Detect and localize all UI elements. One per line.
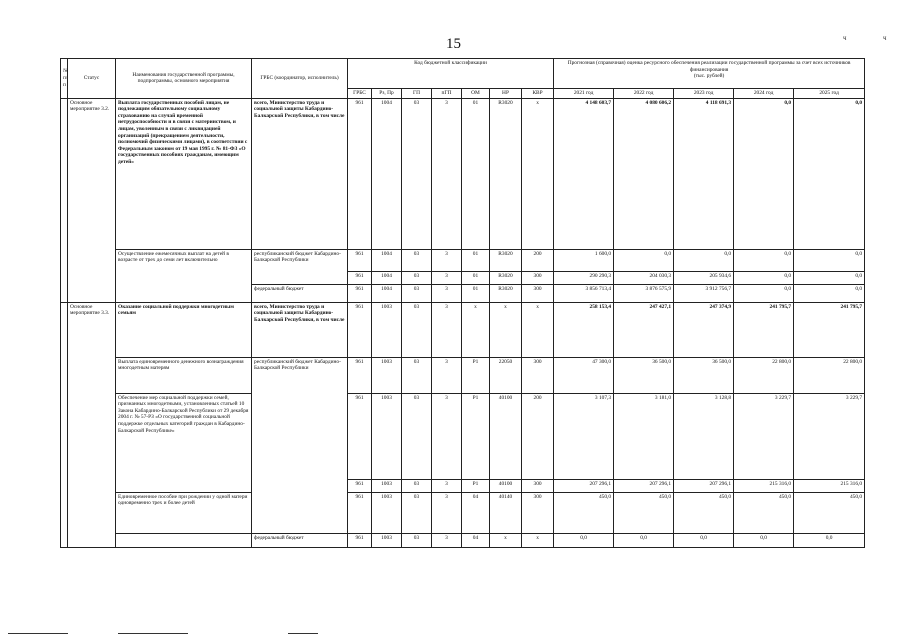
code-cell: 1003 xyxy=(372,393,402,479)
value-cell: 0,0 xyxy=(554,533,614,547)
header-year: 2021 год xyxy=(554,89,614,99)
table-row xyxy=(61,393,865,479)
value-cell: 215 316,0 xyxy=(794,479,865,492)
code-cell: 300 xyxy=(522,284,554,302)
code-cell: 1004 xyxy=(372,284,402,302)
code-cell: 01 xyxy=(462,98,490,249)
value-cell: 241 795,7 xyxy=(734,302,794,357)
code-cell: 03 xyxy=(402,533,432,547)
value-cell: 3 856 713,4 xyxy=(554,284,614,302)
value-cell: 36 500,0 xyxy=(674,357,734,393)
code-cell: 961 xyxy=(348,393,372,479)
code-cell: 3 xyxy=(432,284,462,302)
value-cell: 3 107,3 xyxy=(554,393,614,479)
code-cell: 01 xyxy=(462,284,490,302)
code-cell: 300 xyxy=(522,271,554,284)
value-cell: 450,0 xyxy=(674,492,734,533)
code-cell: 961 xyxy=(348,249,372,271)
row-name xyxy=(116,533,252,547)
code-cell: 1004 xyxy=(372,98,402,249)
code-cell: 961 xyxy=(348,533,372,547)
value-cell: 3 912 756,7 xyxy=(674,284,734,302)
row-grbs: всего, Министерство труда и социальной защиты Кабардино-Балкарской Республики, в том числе xyxy=(252,302,348,357)
header-code: пГП xyxy=(432,89,462,99)
value-cell: 215 316,0 xyxy=(734,479,794,492)
value-cell: 4 118 691,3 xyxy=(674,98,734,249)
code-cell: х xyxy=(462,302,490,357)
table-row xyxy=(61,533,865,547)
value-cell: 36 500,0 xyxy=(614,357,674,393)
code-cell: 03 xyxy=(402,357,432,393)
row-name: Единовременное пособие при рождении у одной матери одновременно трех и более детей xyxy=(116,492,252,533)
header-grbs: ГРБС (координатор, исполнитель) xyxy=(252,59,348,99)
code-cell: Р1 xyxy=(462,479,490,492)
code-cell: 40100 xyxy=(490,393,522,479)
value-cell: 258 153,4 xyxy=(554,302,614,357)
header-code: НР xyxy=(490,89,522,99)
header-code-group: Код бюджетной классификации xyxy=(348,59,554,89)
value-cell: 22 800,0 xyxy=(734,357,794,393)
value-cell: 47 300,0 xyxy=(554,357,614,393)
code-cell: 3 xyxy=(432,302,462,357)
table-row xyxy=(61,357,865,393)
header-year: 2024 год xyxy=(734,89,794,99)
row-grbs: республиканский бюджет Кабардино-Балкарской Республики xyxy=(252,249,348,284)
code-cell: 01 xyxy=(462,249,490,271)
row-grbs: федеральный бюджет xyxy=(252,284,348,302)
corner-mark: ч xyxy=(883,34,887,42)
code-cell: 3 xyxy=(432,357,462,393)
value-cell: 0,0 xyxy=(734,284,794,302)
header-year: 2023 год xyxy=(674,89,734,99)
code-cell: 961 xyxy=(348,492,372,533)
header-code: ОМ xyxy=(462,89,490,99)
code-cell: 03 xyxy=(402,302,432,357)
value-cell: 1 600,0 xyxy=(554,249,614,271)
row-name: Обеспечение мер социальной поддержки семей, признанных многодетными, установленных статьей 10 Закона Кабардино-Балкарской Республики от 29 декабря 2004 г. № 57-РЗ «О государственной социальной поддержке отдельных категорий граждан в Кабардино-Балкарской Республике» xyxy=(116,393,252,492)
code-cell: 03 xyxy=(402,271,432,284)
row-name: Выплата единовременного денежного вознаграждения многодетным матерям xyxy=(116,357,252,393)
value-cell: 0,0 xyxy=(794,271,865,284)
code-cell: 40140 xyxy=(490,492,522,533)
value-cell: 3 229,7 xyxy=(734,393,794,479)
value-cell: 0,0 xyxy=(734,98,794,249)
code-cell: 40100 xyxy=(490,479,522,492)
value-cell: 207 296,1 xyxy=(614,479,674,492)
code-cell: 1004 xyxy=(372,249,402,271)
scan-artifact-line xyxy=(118,633,188,634)
code-cell: 3 xyxy=(432,492,462,533)
row-grbs: федеральный бюджет xyxy=(252,533,348,547)
value-cell: 0,0 xyxy=(794,284,865,302)
code-cell: 1004 xyxy=(372,271,402,284)
code-cell: 04 xyxy=(462,533,490,547)
value-cell: 450,0 xyxy=(794,492,865,533)
code-cell: 961 xyxy=(348,302,372,357)
corner-mark: ч xyxy=(843,34,847,42)
resource-table xyxy=(60,58,865,548)
code-cell: 961 xyxy=(348,98,372,249)
code-cell: R3020 xyxy=(490,98,522,249)
code-cell: 3 xyxy=(432,271,462,284)
code-cell: 03 xyxy=(402,492,432,533)
row-num xyxy=(61,302,68,547)
code-cell: 961 xyxy=(348,357,372,393)
code-cell: х xyxy=(522,302,554,357)
code-cell: Р1 xyxy=(462,357,490,393)
code-cell: Р1 xyxy=(462,393,490,479)
code-cell: 3 xyxy=(432,98,462,249)
value-cell: 22 800,0 xyxy=(794,357,865,393)
code-cell: 3 xyxy=(432,533,462,547)
code-cell: 1003 xyxy=(372,357,402,393)
header-status: Статус xyxy=(68,59,116,99)
header-forecast-group: Прогнозная (справочная) оценка ресурсного обеспечения реализации государственной программы за счет всех источников финансирования (тыс. рублей) xyxy=(554,59,865,89)
code-cell: 01 xyxy=(462,271,490,284)
value-cell: 247 374,9 xyxy=(674,302,734,357)
code-cell: х xyxy=(522,533,554,547)
header-code: ГП xyxy=(402,89,432,99)
value-cell: 3 128,8 xyxy=(674,393,734,479)
value-cell: 0,0 xyxy=(794,533,865,547)
table-row xyxy=(61,249,865,271)
value-cell: 204 030,3 xyxy=(614,271,674,284)
row-status: Основное мероприятие 3.2. xyxy=(68,98,116,302)
row-grbs: республиканский бюджет Кабардино-Балкарской Республики xyxy=(252,357,348,533)
value-cell: 450,0 xyxy=(554,492,614,533)
code-cell: 03 xyxy=(402,249,432,271)
value-cell: 0,0 xyxy=(734,533,794,547)
code-cell: 300 xyxy=(522,492,554,533)
value-cell: 0,0 xyxy=(734,249,794,271)
value-cell: 241 795,7 xyxy=(794,302,865,357)
code-cell: 1003 xyxy=(372,533,402,547)
value-cell: 3 876 575,9 xyxy=(614,284,674,302)
row-name: Осуществление ежемесячных выплат на детей в возрасте от трех до семи лет включительно xyxy=(116,249,252,302)
value-cell: 450,0 xyxy=(734,492,794,533)
code-cell: 200 xyxy=(522,393,554,479)
code-cell: 1003 xyxy=(372,302,402,357)
code-cell: 03 xyxy=(402,284,432,302)
row-num xyxy=(61,98,68,302)
code-cell: 961 xyxy=(348,479,372,492)
value-cell: 0,0 xyxy=(614,533,674,547)
header-num: № п/п xyxy=(61,59,68,99)
value-cell: 207 296,1 xyxy=(674,479,734,492)
code-cell: 03 xyxy=(402,98,432,249)
code-cell: 3 xyxy=(432,249,462,271)
code-cell: х xyxy=(490,533,522,547)
code-cell: R3020 xyxy=(490,271,522,284)
code-cell: 300 xyxy=(522,357,554,393)
code-cell: 1003 xyxy=(372,492,402,533)
code-cell: х xyxy=(522,98,554,249)
value-cell: 205 934,6 xyxy=(674,271,734,284)
code-cell: 04 xyxy=(462,492,490,533)
value-cell: 290 290,3 xyxy=(554,271,614,284)
value-cell: 0,0 xyxy=(794,249,865,271)
table-row xyxy=(61,98,865,249)
value-cell: 4 148 603,7 xyxy=(554,98,614,249)
table-row xyxy=(61,492,865,533)
code-cell: 961 xyxy=(348,284,372,302)
code-cell: 03 xyxy=(402,479,432,492)
code-cell: 200 xyxy=(522,249,554,271)
row-name: Выплата государственных пособий лицам, не подлежащим обязательному социальному страхованию на случай временной нетрудоспособности и в связи с материнством, и лицам, уволенным в связи с ликвидацией организаций (прекращением деятельности, полномочий физическими лицами), в соответствии с Федеральным законом от 19 мая 1995 г. № 81-ФЗ «О государственных пособиях гражданам, имеющим детей» xyxy=(116,98,252,249)
row-status: Основное мероприятие 3.3. xyxy=(68,302,116,547)
value-cell: 0,0 xyxy=(794,98,865,249)
code-cell: 3 xyxy=(432,479,462,492)
header-code: ГРБС xyxy=(348,89,372,99)
page-number: 15 xyxy=(446,36,461,52)
value-cell: 0,0 xyxy=(674,249,734,271)
scan-artifact-line xyxy=(288,633,318,634)
header-name: Наименования государственной программы, подпрограммы, основного мероприятия xyxy=(116,59,252,99)
header-year: 2025 год xyxy=(794,89,865,99)
code-cell: R3020 xyxy=(490,249,522,271)
header-code: КВР xyxy=(522,89,554,99)
value-cell: 247 427,1 xyxy=(614,302,674,357)
value-cell: 3 229,7 xyxy=(794,393,865,479)
value-cell: 3 181,0 xyxy=(614,393,674,479)
code-cell: 3 xyxy=(432,393,462,479)
code-cell: х xyxy=(490,302,522,357)
code-cell: R3020 xyxy=(490,284,522,302)
row-grbs: всего, Министерство труда и социальной защиты Кабардино-Балкарской Республики, в том числе xyxy=(252,98,348,249)
value-cell: 450,0 xyxy=(614,492,674,533)
code-cell: 22050 xyxy=(490,357,522,393)
value-cell: 0,0 xyxy=(674,533,734,547)
code-cell: 1003 xyxy=(372,479,402,492)
value-cell: 4 080 606,2 xyxy=(614,98,674,249)
code-cell: 300 xyxy=(522,479,554,492)
value-cell: 0,0 xyxy=(734,271,794,284)
row-name: Оказание социальной поддержки многодетным семьям xyxy=(116,302,252,357)
code-cell: 03 xyxy=(402,393,432,479)
value-cell: 0,0 xyxy=(614,249,674,271)
table-row xyxy=(61,302,865,357)
scan-artifact-line xyxy=(8,633,68,634)
code-cell: 961 xyxy=(348,271,372,284)
header-year: 2022 год xyxy=(614,89,674,99)
header-code: Рз, Пр xyxy=(372,89,402,99)
value-cell: 207 296,1 xyxy=(554,479,614,492)
